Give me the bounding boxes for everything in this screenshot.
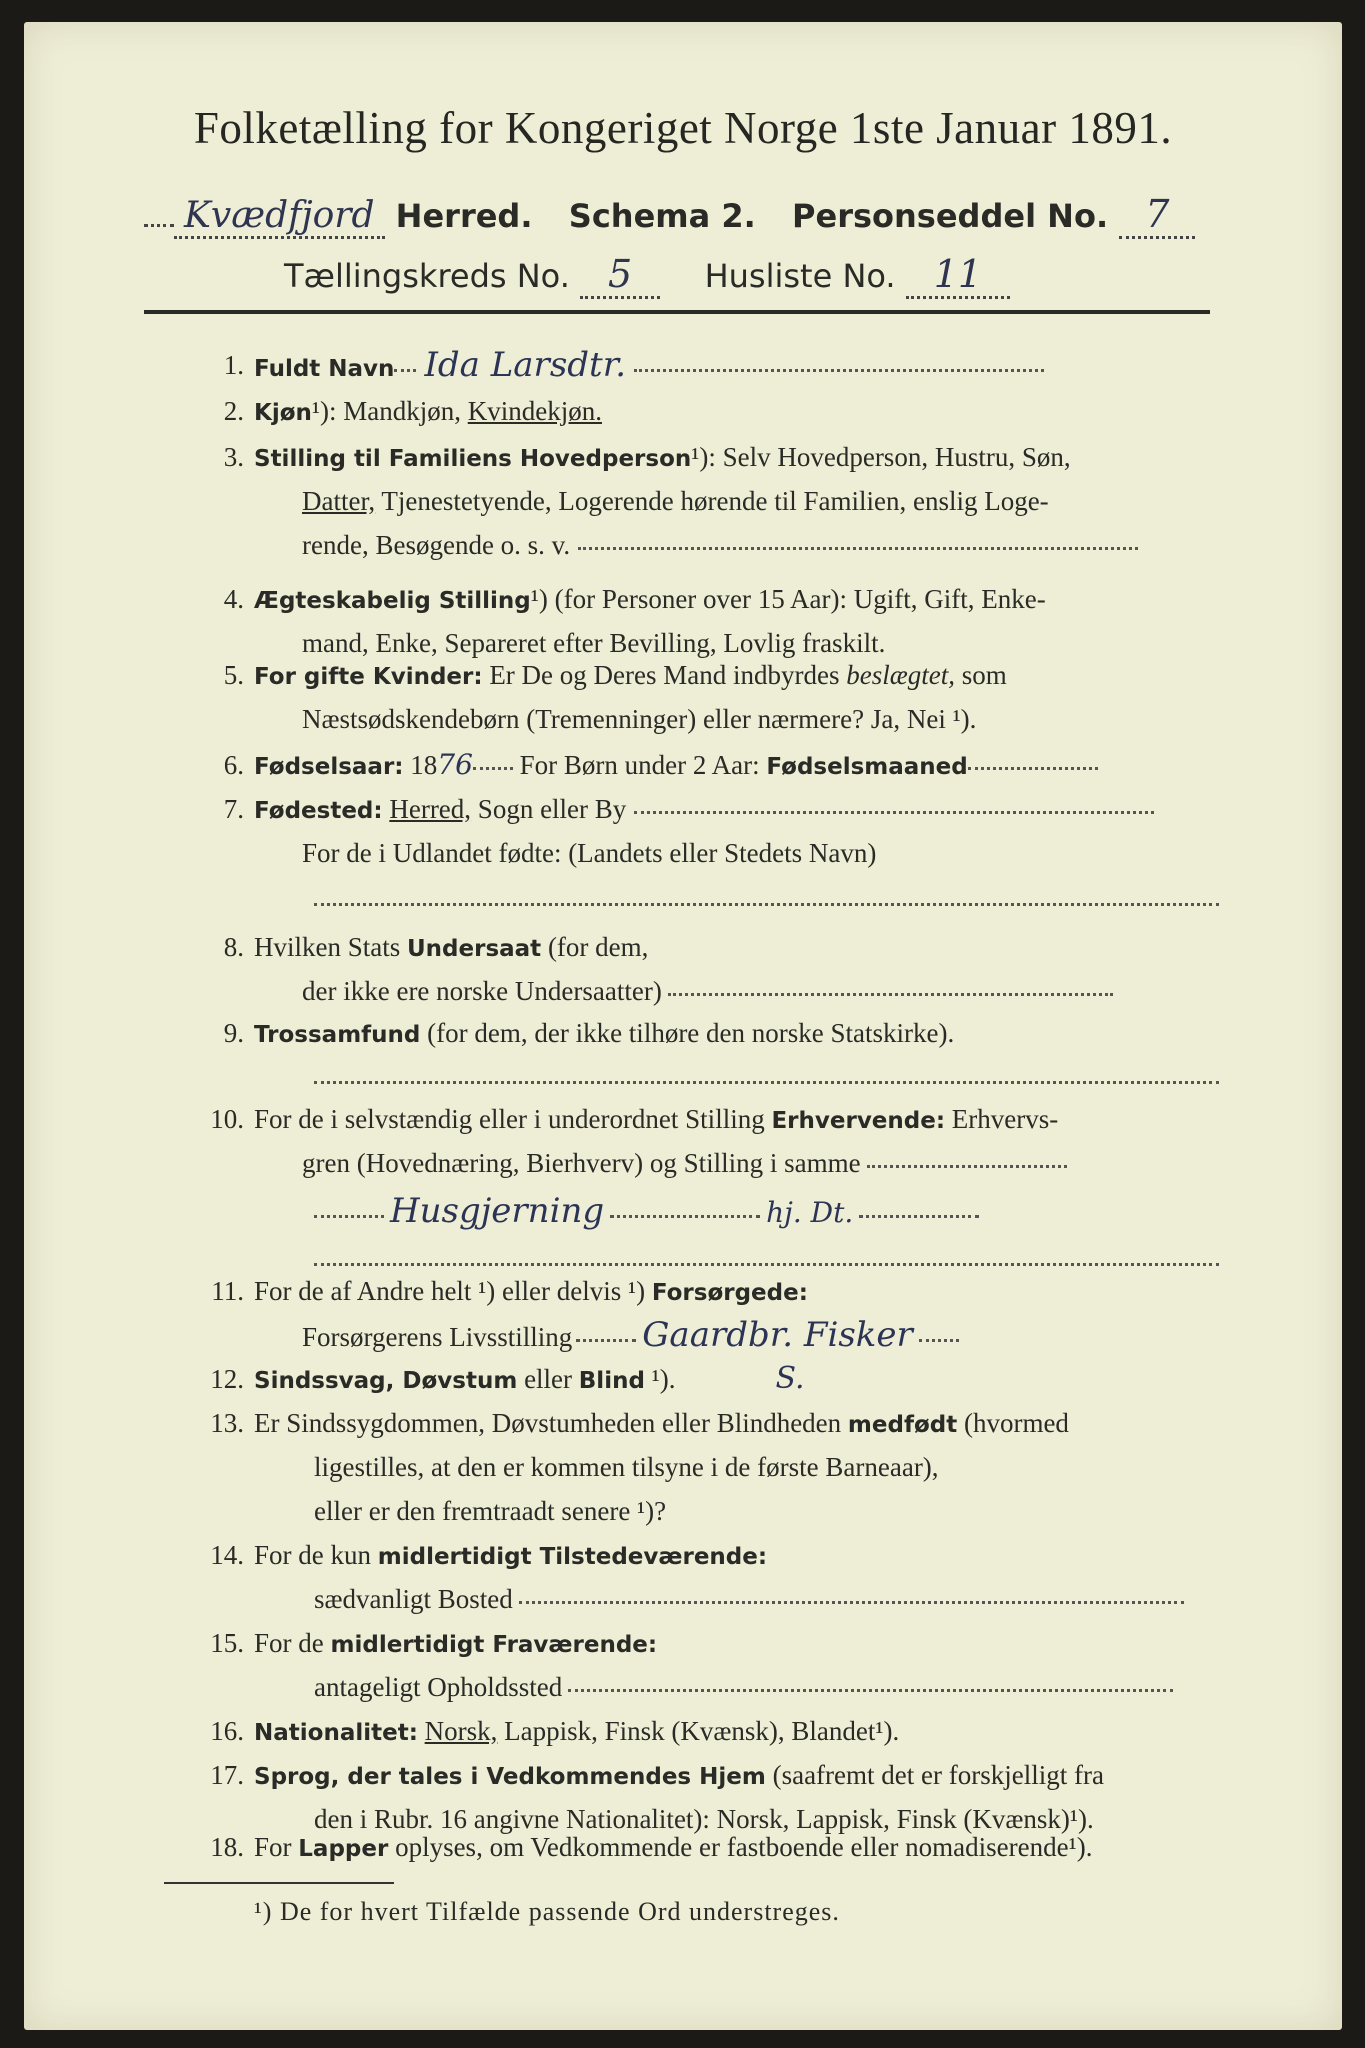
row-text-part: (hvormed [957, 1408, 1069, 1438]
husliste-value: 11 [906, 252, 1010, 299]
row-label: Fuldt Navn [254, 356, 395, 382]
row-text-part: For de [254, 1628, 331, 1658]
row-label: Undersaat [407, 936, 542, 962]
row-continuation: den i Rubr. 16 angivne Nationalitet): Norsk, Lappisk, Finsk (Kvænsk)¹). [314, 1804, 1094, 1834]
answer-occupation: Husgjerning [390, 1191, 605, 1231]
blank-line [314, 1080, 1219, 1084]
row-continuation: mand, Enke, Separeret efter Bevilling, Lovlig fraskilt. [302, 628, 886, 658]
row-label: Nationalitet: [254, 1720, 418, 1746]
row-text [254, 1406, 1229, 1442]
census-form-sheet [24, 22, 1342, 2030]
personseddel-label: Personseddel No. [792, 197, 1109, 235]
row-number: 6. [223, 750, 244, 780]
row-continuation [302, 974, 1277, 1008]
row-options: Lappisk, Finsk (Kvænsk), Blandet¹). [497, 1716, 900, 1746]
row-continuation: Næstsødskendebørn (Tremenninger) eller nærmere? Ja, Nei ¹). [302, 704, 977, 734]
row-text [254, 394, 1229, 430]
header-divider [144, 310, 1210, 314]
row-label: Lapper [298, 1836, 389, 1862]
row-text [254, 1758, 1229, 1794]
row-text-part: Erhvervs- [945, 1104, 1059, 1134]
row-text-part: Er De og Deres Mand indbyrdes [482, 660, 847, 690]
row-label: Trossamfund [254, 1022, 421, 1048]
blank-line [314, 902, 1219, 906]
row-number: 12. [210, 1364, 244, 1394]
row-text-part: (for dem, der ikke tilhøre den norske Statskirke). [420, 1018, 955, 1048]
row-continuation [302, 1315, 1277, 1355]
row-number: 13. [210, 1408, 244, 1438]
row-label: For gifte Kvinder: [254, 664, 483, 690]
answer-occupation-detail: hj. Dt. [766, 1196, 854, 1229]
herred-label: Herred. [395, 197, 533, 235]
row-label: Sindssvag, Døvstum [254, 1368, 518, 1394]
row-text [254, 792, 1229, 828]
row-text-part: antageligt Opholdssted [314, 1672, 563, 1702]
row-number: 4. [223, 584, 244, 614]
row-label: Kjøn [254, 400, 312, 426]
row-text-part: For Børn under 2 Aar: [512, 750, 767, 780]
row-text [254, 1538, 1229, 1574]
row-text [254, 1626, 1229, 1662]
row-number: 10. [210, 1104, 244, 1134]
row-text-part: For de i selvstændig eller i underordnet Stilling [254, 1104, 772, 1134]
row-label: Fødested: [254, 798, 383, 824]
row-text-part: (saafremt det er forskjelligt fra [765, 1760, 1104, 1790]
row-number: 7. [223, 794, 244, 824]
answer-birth-year: 76 [437, 748, 473, 781]
underlined-option: Kvindekjøn. [467, 396, 602, 426]
footnote: ¹) De for hvert Tilfælde passende Ord understreges. [254, 1897, 840, 1926]
row-text-part: der ikke ere norske Undersaatter) [302, 976, 662, 1006]
schema-label: Schema 2. [568, 197, 756, 235]
row-text-part: For [254, 1832, 299, 1862]
row-text [254, 1362, 1229, 1398]
row-number: 8. [223, 932, 244, 962]
underlined-option: Norsk, [424, 1716, 498, 1746]
row-number: 17. [210, 1760, 244, 1790]
underlined-option: Herred, [389, 794, 472, 824]
row-text-part: For de af Andre helt ¹) eller delvis ¹) [254, 1276, 652, 1306]
row-label: Fødselsmaaned [766, 754, 968, 780]
kreds-value: 5 [580, 252, 660, 299]
herred-value: Kvædfjord [174, 195, 385, 239]
row-text [254, 1016, 1229, 1052]
row-text-part: Er Sindssygdommen, Døvstumheden eller Blindheden [254, 1408, 848, 1438]
form-title: Folketælling for Kongeriget Norge 1ste Januar 1891. [193, 103, 1173, 153]
row-text [254, 1102, 1229, 1138]
row-text-part: 18 [403, 750, 438, 780]
row-options: Tjenestetyende, Logerende hørende til Familien, enslig Loge- [375, 486, 1049, 516]
header-herred-line [144, 192, 1244, 236]
row-label: midlertidigt Fraværende: [330, 1632, 658, 1658]
row-options: ¹) (for Personer over 15 Aar): Ugift, Gift, Enke- [530, 584, 1046, 614]
row-text-part: Forsørgerens Livsstilling [302, 1322, 573, 1352]
row-number: 15. [210, 1628, 244, 1658]
husliste-label: Husliste No. [704, 257, 896, 295]
row-text [254, 345, 1229, 386]
row-number: 9. [223, 1018, 244, 1048]
row-continuation [314, 1670, 1289, 1704]
row-label: Fødselsaar: [254, 754, 404, 780]
row-number: 1. [223, 350, 244, 380]
row-label: midlertidigt Tilstedeværende: [377, 1544, 768, 1570]
row-text [254, 1274, 1229, 1310]
underlined-option: Datter, [302, 486, 376, 516]
row-text [254, 1830, 1229, 1866]
row-continuation: For de i Udlandet fødte: (Landets eller Stedets Navn) [302, 838, 877, 868]
row-label: Erhvervende: [771, 1108, 946, 1134]
row-label: Forsørgede: [651, 1280, 808, 1306]
row-text-part: (for dem, [541, 932, 649, 962]
row-continuation [302, 484, 1277, 518]
row-options: ¹): Selv Hovedperson, Hustru, Søn, [691, 442, 1071, 472]
header-kreds-line [284, 252, 1184, 296]
row-text-part: sædvanligt Bosted [314, 1584, 513, 1614]
row-text [254, 748, 1229, 784]
personseddel-value: 7 [1119, 192, 1195, 239]
row-label: Ægteskabelig Stilling [254, 588, 531, 614]
row-text-part: som [954, 660, 1007, 690]
row-number: 14. [210, 1540, 244, 1570]
row-text [254, 440, 1229, 476]
row-text-part: ¹). [644, 1364, 676, 1394]
row-text [254, 930, 1229, 966]
kreds-label: Tællingskreds No. [284, 257, 570, 295]
row-label: medfødt [847, 1412, 958, 1438]
row-text [254, 1714, 1229, 1750]
row-number: 3. [223, 442, 244, 472]
row-continuation: ligestilles, at den er kommen tilsyne i de første Barneaar), [314, 1452, 939, 1482]
row-continuation: eller er den fremtraadt senere ¹)? [314, 1496, 667, 1526]
row-number: 18. [210, 1832, 244, 1862]
row-continuation [302, 1146, 1277, 1180]
answer-name: Ida Larsdtr. [424, 345, 627, 385]
row-text-part: oplyses, om Vedkommende er fastboende eller nomadiserende¹). [388, 1832, 1093, 1862]
answer-provider: Gaardbr. Fisker [642, 1315, 913, 1355]
row-number: 11. [211, 1276, 244, 1306]
row-options: ¹): Mandkjøn, [311, 396, 468, 426]
row-continuation [302, 528, 1277, 562]
row-label: Stilling til Familiens Hovedperson [254, 446, 692, 472]
row-options: Sogn eller By [471, 794, 627, 824]
row-text [254, 582, 1229, 618]
row-number: 2. [223, 396, 244, 426]
row-label: Blind [578, 1368, 645, 1394]
row-italic: beslægtet, [846, 660, 955, 690]
row-text-part: Hvilken Stats [254, 932, 407, 962]
row-continuation [314, 1582, 1289, 1616]
blank-line [314, 1262, 1219, 1266]
row-answer-line [314, 1191, 1289, 1231]
row-number: 5. [223, 660, 244, 690]
row-text-part: For de kun [254, 1540, 378, 1570]
row-number: 16. [210, 1716, 244, 1746]
row-label: Sprog, der tales i Vedkommendes Hjem [254, 1764, 766, 1790]
footnote-divider [164, 1882, 394, 1884]
row-text-part: eller [517, 1364, 579, 1394]
answer-disability-mark: S. [775, 1361, 805, 1396]
row-text-part: gren (Hovednæring, Bierhverv) og Stilling i samme [302, 1148, 861, 1178]
row-options: rende, Besøgende o. s. v. [302, 530, 571, 560]
row-text [254, 658, 1229, 694]
